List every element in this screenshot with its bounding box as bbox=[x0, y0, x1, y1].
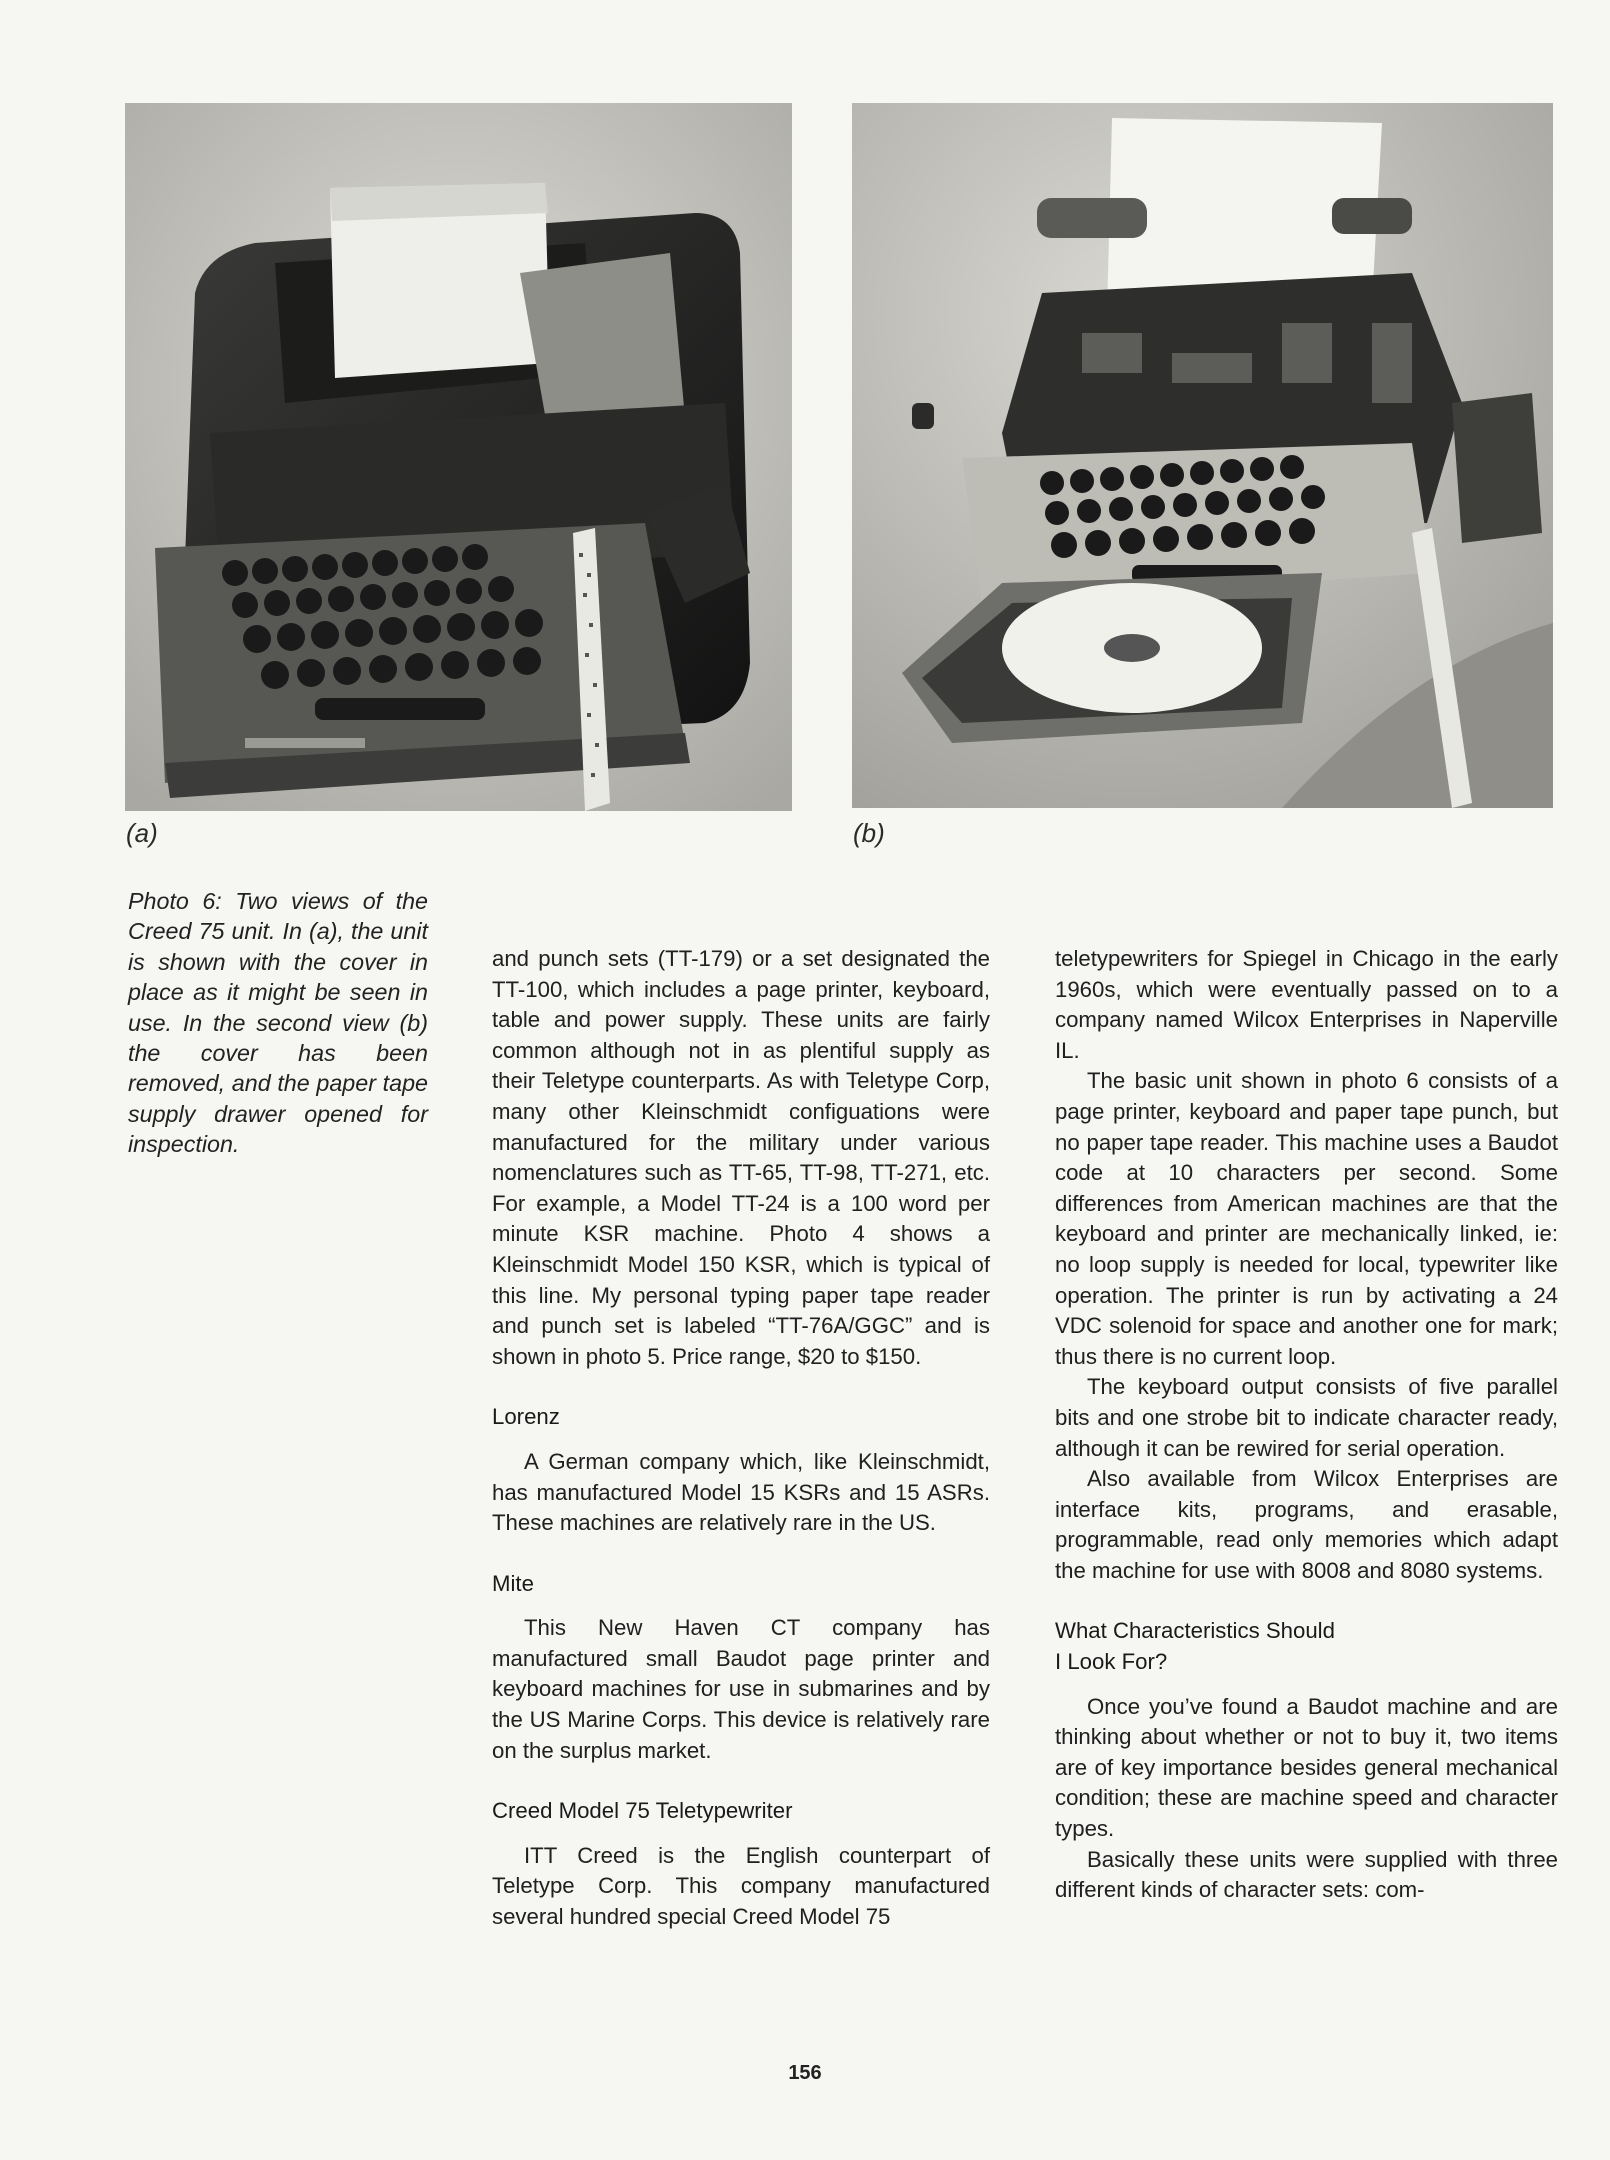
paragraph: teletypewriters for Spiegel in Chicago in the early 1960s, which were eventually passed on to a company named Wilcox Enterprises in Naperville IL. bbox=[1055, 946, 1558, 1063]
paragraph: The keyboard output consists of five parallel bits and one strobe bit to indicate character ready, although it can be rewired for serial operation. bbox=[1055, 1374, 1558, 1461]
paragraph: ITT Creed is the English counterpart of Teletype Corp. This company manufactured several hundred special Creed Model 75 bbox=[492, 1842, 990, 1930]
section-heading-characteristics bbox=[1055, 1616, 1558, 1677]
photo-a-label: (a) bbox=[126, 818, 158, 848]
paragraph: The basic unit shown in photo 6 consists of a page printer, keyboard and paper tape punch, but no paper tape reader. This machine uses a Baudot code at 10 characters per second. Some differences from American machines are that the keyboard and printer are mechanically linked, ie: no loop supply is needed for local, typewriter like operation. The printer is run by activating a 24 VDC solenoid for space and another one for mark; thus there is no current loop. bbox=[1055, 1068, 1558, 1369]
photo-b bbox=[852, 103, 1553, 808]
column-middle bbox=[492, 944, 990, 1933]
teletypewriter-uncovered-photo bbox=[852, 103, 1553, 808]
photo-caption: Photo 6: Two views of the Creed 75 unit. In (a), the unit is shown with the cover in place as it might be seen in use. In the second view (b) the cover has been removed, and the paper tape supply drawer opened for inspection. bbox=[128, 888, 428, 1158]
paragraph: Also available from Wilcox Enterprises are interface kits, programs, and erasable, programmable, read only memories which adapt the machine for use with 8008 and 8080 systems. bbox=[1055, 1466, 1558, 1583]
heading-line-1: What Characteristics Should bbox=[1055, 1618, 1335, 1644]
paragraph: Basically these units were supplied with three different kinds of character sets: com- bbox=[1055, 1846, 1558, 1903]
photo-b-label: (b) bbox=[853, 818, 885, 848]
teletypewriter-covered-photo bbox=[125, 103, 792, 811]
page-number: 156 bbox=[788, 2062, 822, 2084]
section-heading-lorenz: Lorenz bbox=[492, 1404, 560, 1430]
paragraph: A German company which, like Kleinschmidt, has manufactured Model 15 KSRs and 15 ASRs. These machines are relatively rare in the US. bbox=[492, 1448, 990, 1536]
paragraph: Once you’ve found a Baudot machine and are thinking about whether or not to buy it, two items are of key importance besides general mechanical condition; these are machine speed and character types. bbox=[1055, 1693, 1558, 1842]
paragraph: This New Haven CT company has manufactured small Baudot page printer and keyboard machines for use in submarines and by the US Marine Corps. This device is relatively rare on the surplus market. bbox=[492, 1615, 990, 1763]
section-heading-mite: Mite bbox=[492, 1570, 534, 1596]
section-heading-creed: Creed Model 75 Teletypewriter bbox=[492, 1798, 793, 1824]
paragraph: and punch sets (TT-179) or a set designated the TT-100, which includes a page printer, keyboard, table and power supply. These units are fairly common although not in as plentiful supply as their Teletype counterparts. As with Teletype Corp, many other Kleinschmidt configuations were manufactured for the military under various nomenclatures such as TT-65, TT-98, TT-271, etc. For example, a Model TT-24 is a 100 word per minute KSR machine. Photo 4 shows a Kleinschmidt Model 150 KSR, which is typical of this line. My personal typing paper tape reader and punch set is labeled “TT-76A/GGC” and is shown in photo 5. Price range, $20 to $150. bbox=[492, 946, 990, 1369]
heading-line-2: I Look For? bbox=[1055, 1649, 1168, 1675]
photo-a bbox=[125, 103, 792, 811]
column-right bbox=[1055, 944, 1558, 1906]
